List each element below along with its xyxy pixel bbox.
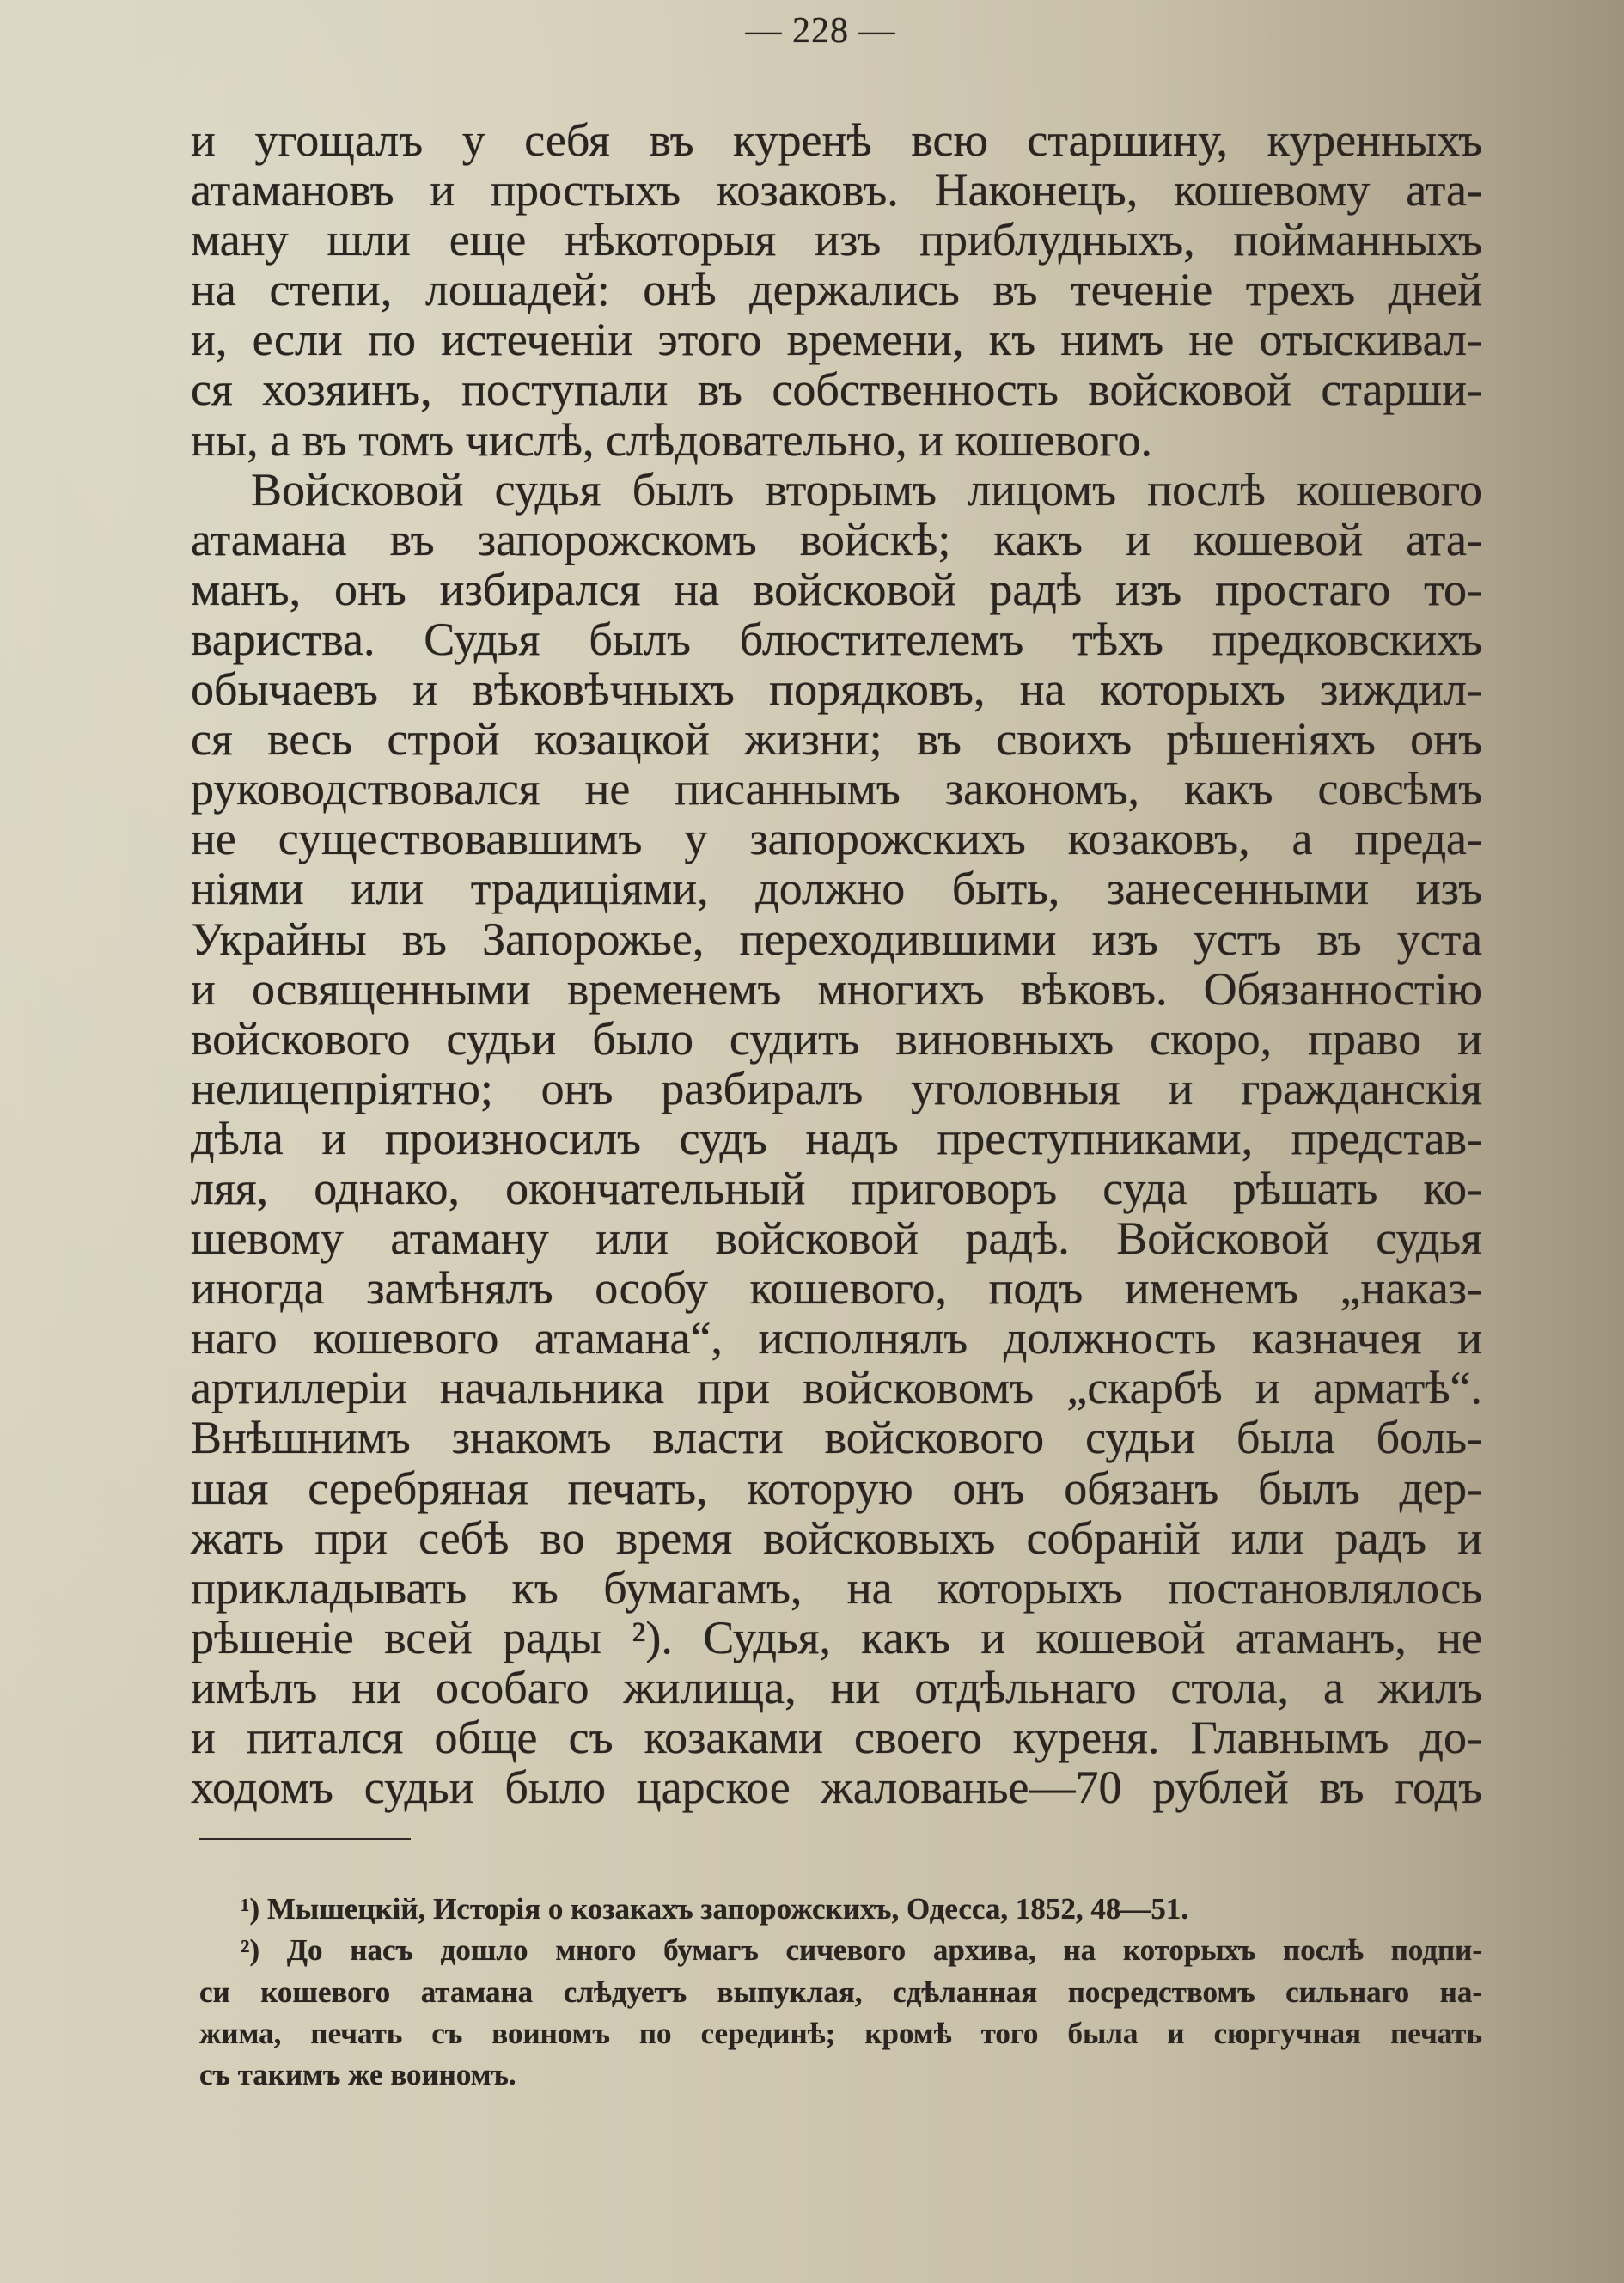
footnote-line: ²) До насъ дошло много бумагъ сичевого архива, на которыхъ послѣ подпи- [241, 1933, 1482, 1968]
text-line: и, если по истеченіи этого времени, къ нимъ не отыскивал- [191, 314, 1482, 366]
text-line: нелицепріятно; онъ разбиралъ уголовныя и гражданскія [191, 1062, 1482, 1114]
text-line: имѣлъ ни особаго жилища, ни отдѣльнаго стола, а жилъ [191, 1661, 1482, 1713]
paragraph-war-judge [191, 465, 1482, 1813]
text-line: вариства. Судья былъ блюстителемъ тѣхъ предковскихъ [191, 613, 1482, 665]
text-line: и освященными временемъ многихъ вѣковъ. Обязанностію [191, 962, 1482, 1015]
text-line: Внѣшнимъ знакомъ власти войскового судьи была боль- [191, 1412, 1482, 1464]
text-line: шая серебряная печать, которую онъ обязанъ былъ дер- [191, 1462, 1482, 1514]
footnote-separator [199, 1838, 411, 1840]
main-text [191, 115, 1482, 1812]
text-line: ся весь строй козацкой жизни; въ своихъ рѣшеніяхъ онъ [191, 713, 1482, 766]
text-line: ляя, однако, окончательный приговоръ суда рѣшать ко- [191, 1162, 1482, 1214]
footnote-line: съ такимъ же воиномъ. [199, 2058, 516, 2092]
text-line: артиллеріи начальника при войсковомъ „скарбѣ и арматѣ“. [191, 1362, 1482, 1414]
text-line: и угощалъ у себя въ куренѣ всю старшину, куренныхъ [191, 114, 1482, 166]
page-number: — 228 — [745, 11, 896, 51]
text-line: наго кошевого атамана“, исполнялъ должность казначея и [191, 1312, 1482, 1364]
text-line: ся хозяинъ, поступали въ собственность войсковой старши- [191, 363, 1482, 416]
text-line: атамана въ запорожскомъ войскѣ; какъ и кошевой ата- [191, 513, 1482, 565]
footnote-1 [199, 1889, 1482, 1930]
text-line: обычаевъ и вѣковѣчныхъ порядковъ, на которыхъ зиждил- [191, 663, 1482, 716]
text-line: дѣла и произносилъ судъ надъ преступниками, представ- [191, 1112, 1482, 1164]
footnotes [199, 1889, 1482, 2096]
text-line: Украйны въ Запорожье, переходившими изъ устъ въ уста [191, 913, 1482, 965]
paragraph-continued [191, 115, 1482, 465]
footnote-line: ¹) Мышецкій, Исторія о козакахъ запорожскихъ, Одесса, 1852, 48—51. [241, 1892, 1189, 1926]
text-line: войскового судьи было судить виновныхъ скоро, право и [191, 1012, 1482, 1065]
text-line: и питался обще съ козаками своего куреня. Главнымъ до- [191, 1712, 1482, 1763]
text-line: прикладывать къ бумагамъ, на которыхъ постановлялось [191, 1561, 1482, 1614]
text-line: рѣшеніе всей рады ²). Судья, какъ и кошевой атаманъ, не [191, 1611, 1482, 1663]
text-line: иногда замѣнялъ особу кошевого, подъ именемъ „наказ- [191, 1262, 1482, 1315]
footnote-line: жима, печать съ воиномъ по серединѣ; кромѣ того была и сюргучная печать [199, 2016, 1482, 2050]
text-line: манъ, онъ избирался на войсковой радѣ изъ простаго то- [191, 563, 1482, 615]
text-line: шевому атаману или войсковой радѣ. Войсковой судья [191, 1212, 1482, 1265]
text-line: ману шли еще нѣкоторыя изъ приблудныхъ, пойманныхъ [191, 214, 1482, 266]
footnote-line: си кошевого атамана слѣдуетъ выпуклая, сдѣланная посредствомъ сильнаго на- [199, 1975, 1482, 2009]
text-line: руководствовался не писаннымъ закономъ, какъ совсѣмъ [191, 763, 1482, 815]
text-line: ніями или традиціями, должно быть, занесенными изъ [191, 863, 1482, 915]
text-line: не существовавшимъ у запорожскихъ козаковъ, а преда- [191, 813, 1482, 865]
footnote-2 [199, 1930, 1482, 2096]
text-line: на степи, лошадей: онѣ держались въ теченіе трехъ дней [191, 264, 1482, 316]
text-line: ны, а въ томъ числѣ, слѣдовательно, и кошевого. [191, 413, 1152, 466]
text-line: ходомъ судьи было царское жалованье—70 рублей въ годъ [191, 1761, 1482, 1814]
text-line: атамановъ и простыхъ козаковъ. Наконецъ, кошевому ата- [191, 164, 1482, 217]
text-line: жать при себѣ во время войсковыхъ собраній или радъ и [191, 1511, 1482, 1564]
text-line: Войсковой судья былъ вторымъ лицомъ послѣ кошевого [251, 463, 1482, 516]
